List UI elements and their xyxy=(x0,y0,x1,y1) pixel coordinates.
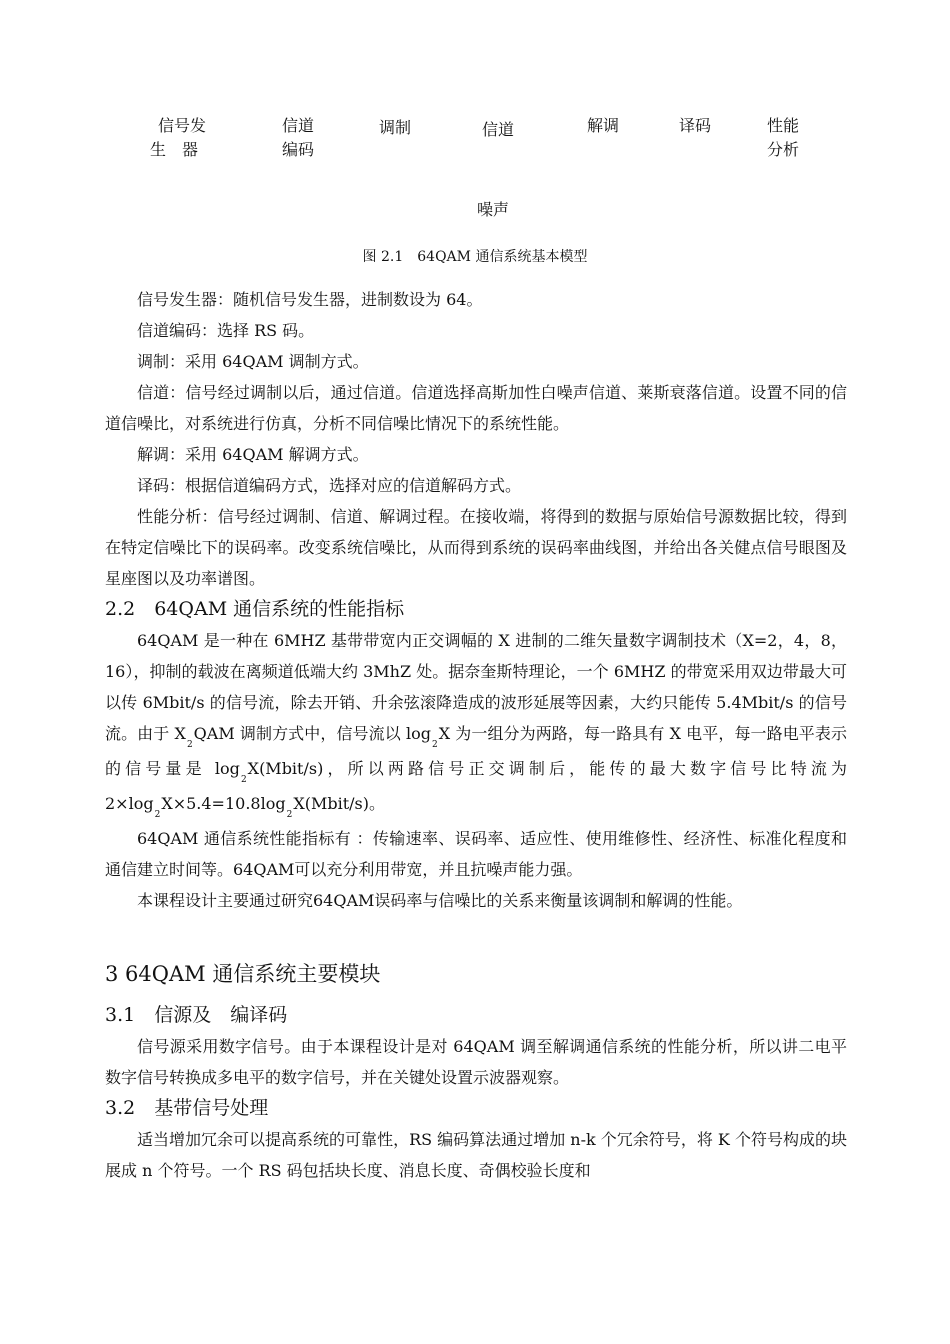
paragraph-signal-source: 信号源采用数字信号。由于本课程设计是对 64QAM 调至解调通信系统的性能分析，所以讲二电平数字信号转换成多电平的数字信号，并在关键处设置示波器观察。 xyxy=(105,1037,847,1087)
section-heading-2-2: 2.2 64QAM 通信系统的性能指标 xyxy=(105,598,405,620)
paragraph-modulation: 调制：采用 64QAM 调制方式。 xyxy=(137,352,369,371)
block-performance-line1: 性能 xyxy=(767,116,800,135)
paragraph-demodulation: 解调：采用 64QAM 解调方式。 xyxy=(137,445,369,464)
block-channel: 信道 xyxy=(482,120,515,139)
block-demodulation: 解调 xyxy=(587,116,620,135)
figure-caption: 图 2.1 64QAM 通信系统基本模型 xyxy=(362,249,588,265)
block-signal-generator-line1: 信号发 xyxy=(158,116,207,135)
block-modulation: 调制 xyxy=(379,118,412,137)
section-heading-3-1: 3.1 信源及 编译码 xyxy=(105,1004,288,1026)
paragraph-64qam-intro: 64QAM 是一种在 6MHZ 基带带宽内正交调幅的 X 进制的二维矢量数字调制技术（X=2，4，8，16），抑制的载波在离频道低端大约 3MhZ 处。据奈奎斯特理论，一个 6MHZ 的带宽采用双边带最大可以传 6Mbit/s 的信号流，除去开销、升余弦滚降造成的波形延展等因素，大约只能传 5.4Mbit/s 的信号流。由于 $X_2QAM$ 调制方式中，信号流以 $\log_2X$ 为一组分为两路，每一路具有 X 电平，每一路电平表示的信号量是 $\log_2X(Mbit/s)$，所以两路信号正交调制后，能传的最大数字信号比特流为 $2\times\log_2X\times 5.4=10.8\log_2X(Mbit/s)$。 xyxy=(105,631,847,820)
document-body xyxy=(105,284,847,1186)
block-noise: 噪声 xyxy=(477,200,510,219)
block-signal-generator-line2: 生 器 xyxy=(150,140,199,159)
paragraph-channel: 信道：信号经过调制以后，通过信道。信道选择高斯加性白噪声信道、莱斯衰落信道。设置不同的信道信噪比，对系统进行仿真，分析不同信噪比情况下的系统性能。 xyxy=(105,383,847,433)
paragraph-performance: 性能分析：信号经过调制、信道、解调过程。在接收端，将得到的数据与原始信号源数据比较，得到在特定信噪比下的误码率。改变系统信噪比，从而得到系统的误码率曲线图，并给出各关健点信号眼图及星座图以及功率谱图。 xyxy=(105,507,847,588)
paragraph-channel-coding: 信道编码：选择 RS 码。 xyxy=(137,321,315,340)
paragraph-signal-generator: 信号发生器：随机信号发生器，进制数设为 64。 xyxy=(137,290,483,309)
paragraph-course-design: 本课程设计主要通过研究64QAM误码率与信噪比的关系来衡量该调制和解调的性能。 xyxy=(137,891,743,910)
block-channel-coding-line1: 信道 xyxy=(282,116,315,135)
paragraph-decoding: 译码：根据信道编码方式，选择对应的信道解码方式。 xyxy=(137,476,522,495)
paragraph-rs-coding: 适当增加冗余可以提高系统的可靠性，RS 编码算法通过增加 n-k 个冗余符号，将 K 个符号构成的块展成 n 个符号。一个 RS 码包括块长度、消息长度、奇偶校验长度和 xyxy=(105,1130,847,1180)
section-heading-3-2: 3.2 基带信号处理 xyxy=(105,1097,269,1119)
block-channel-coding-line2: 编码 xyxy=(282,140,315,159)
chapter-heading-3: 3 64QAM 通信系统主要模块 xyxy=(105,962,381,986)
paragraph-performance-indicators: 64QAM 通信系统性能指标有 ：传输速率、误码率、适应性、使用维修性、经济性、标准化程度和通信建立时间等。64QAM可以充分利用带宽，并且抗噪声能力强。 xyxy=(105,829,847,879)
block-decoding: 译码 xyxy=(679,116,712,135)
block-performance-line2: 分析 xyxy=(767,140,800,159)
